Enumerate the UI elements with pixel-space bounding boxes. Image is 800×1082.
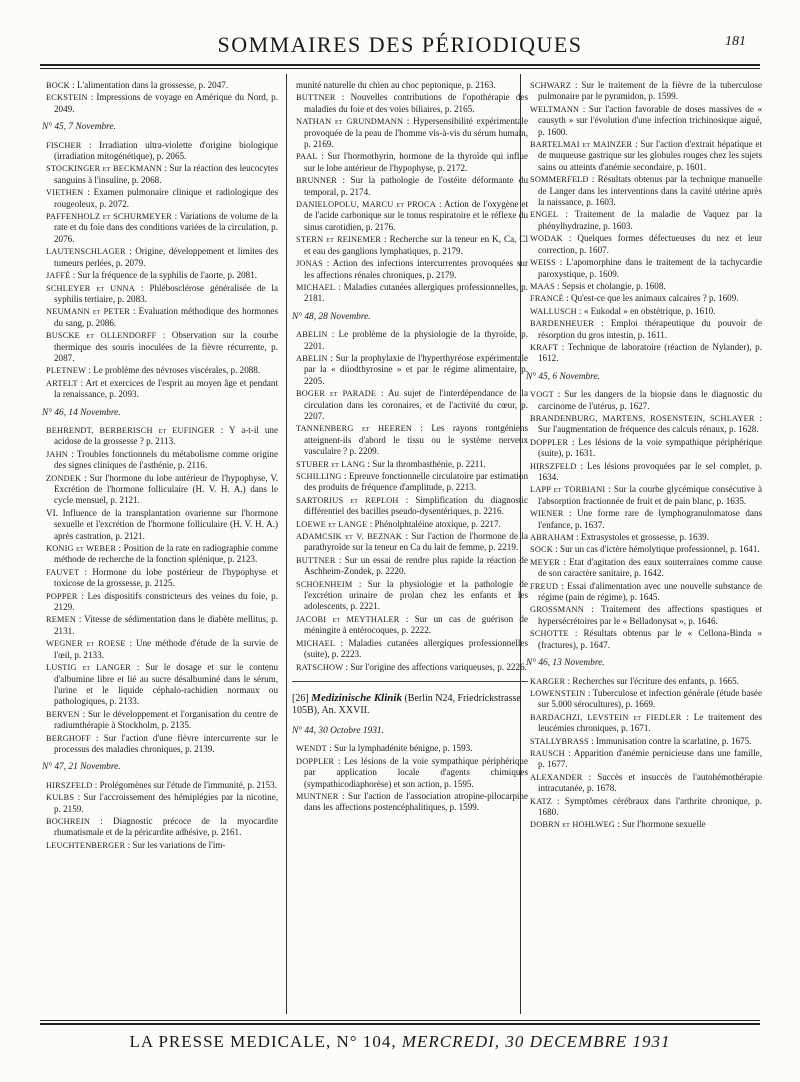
citation-author: ADAMCSIK et V. BEZNAK — [296, 532, 403, 542]
citation-author: SCHILLING — [296, 472, 342, 481]
citation-entry: BOCHREIN : Diagnostic précoce de la myocardite rhumatismale et de la péricardite adhésive, p. 2161. — [46, 815, 278, 838]
citation-author: WIENER — [530, 509, 564, 519]
issue-heading: N° 48, 28 Novembre. — [292, 311, 371, 322]
citation-title: Sur le traitement de la fièvre de la tuberculose pulmonaire par le pyramidon, p. 1599. — [538, 80, 762, 102]
issue-heading: N° 46, 14 Novembre. — [42, 407, 121, 418]
citation-entry: STUBER et LANG : Sur la thrombasthénie, p. 2211. — [296, 458, 486, 469]
citation-title: Sur l'accroissement des hémiplégies par la nicotine, p. 2159. — [54, 792, 279, 814]
journal-heading — [292, 681, 528, 718]
citation-author: BUTTNER — [296, 93, 336, 103]
citation-entry: HIRSZFELD : Prolégomènes sur l'étude de l'immunité, p. 2153. — [46, 779, 277, 790]
citation-author: HIRSZFELD — [530, 461, 577, 471]
citation-entry: BUSCKE et OLLENDORFF : Observation sur la courbe thermique des souris inoculées de la fièvre récurrente, p. 2087. — [46, 330, 279, 363]
citation-entry: WELTMANN : Sur l'action favorable de doses massives de « causyth » sur l'évolution d'une infection trichinosique aiguë, p. 1600. — [530, 103, 762, 137]
issue-heading: N° 45, 7 Novembre. — [42, 122, 116, 133]
citation-title: Sur un cas de guérison de méningite à entérocoques, p. 2222. — [304, 613, 529, 636]
citation-entry: WENDT : Sur la lymphadénite bénigne, p. 1593. — [296, 743, 473, 754]
citation-entry: KULBS : Sur l'accroissement des hémiplégies par la nicotine, p. 2159. — [46, 792, 279, 814]
citation-entry: KRAFT : Technique de laboratoire (réaction de Nylander), p. 1612. — [530, 341, 762, 364]
citation-entry: POPPER : Les dispositifs constricteurs des veines du foie, p. 2129. — [46, 590, 278, 613]
citation-entry: MAAS : Sepsis et cholangie, p. 1608. — [530, 280, 666, 291]
citation-author: BUTTNER — [296, 555, 336, 565]
citation-title: Impressions de voyage en Amérique du Nord, p. 2049. — [54, 92, 278, 114]
citation-title: Position de la rate en radiographie comme méthode de recherche de la fonction splénique, p. 2123. — [54, 543, 278, 565]
citation-title: Recherches sur l'écriture des enfants, p. 1665. — [572, 675, 739, 686]
citation-author: LEUCHTENBERGER — [46, 840, 126, 850]
journal-number: [26] — [292, 692, 309, 704]
citation-title: Le traitement des leucémies chroniques, p. 1671. — [538, 711, 763, 734]
citation-entry: STOCKINGER et BECKMANN : Sur la réaction des leucocytes sanguins à l'insuline, p. 2068. — [46, 163, 278, 185]
citation-title: Sur l'hormone du lobe antérieur de l'hypophyse, V. Excrétion de l'hormone folliculaire (H. V. H. A.) dans le cycle mensuel, p. 2121. — [54, 472, 279, 506]
citation-entry: DOBRN et HOHLWEG : Sur l'hormone sexuelle — [530, 819, 706, 830]
citation-title: Qu'est-ce que les animaux calcaires ? p. 1609. — [571, 293, 739, 304]
issue-heading: N° 46, 13 Novembre. — [526, 658, 605, 669]
citation-author: PAFFENHOLZ et SCHURMEYER — [46, 212, 172, 222]
citation-title: munité naturelle du chien au choc peptonique, p. 2163. — [296, 80, 496, 90]
citation-title: Simplification du diagnostic différentiel des bacilles pseudo-dysentériques, p. 2216. — [304, 494, 528, 517]
citation-author: KRAFT — [530, 342, 559, 352]
citation-entry: ABELIN : Le problème de la physiologie de la thyroïde, p. 2201. — [296, 329, 528, 351]
citation-entry: FRANCÉ : Qu'est-ce que les animaux calcaires ? p. 1609. — [530, 293, 739, 304]
citation-author: WALLUSCH — [530, 306, 577, 316]
citation-title: Evaluation méthodique des hormones du sang, p. 2086. — [54, 306, 279, 328]
citation-author: WODAK — [530, 234, 563, 244]
citation-title: Nouvelles contributions de l'opothérapie des maladies du foie et des voies biliaires, p. 2165. — [304, 92, 528, 114]
citation-title: Sur l'augmentation de fréquence des calculs rénaux, p. 1628. — [538, 424, 759, 435]
citation-title: Tuberculose et infection générale (étude basée sur 5.000 sérocultures), p. 1669. — [538, 687, 762, 710]
citation-author: NATHAN et GRUNDMANN — [296, 117, 404, 127]
citation-title: Sur la réaction des leucocytes sanguins à l'insuline, p. 2068. — [54, 163, 278, 185]
citation-entry: JONAS : Action des infections intercurrentes provoquées sur les affections rénales chroniques, p. 2179. — [296, 258, 529, 280]
citation-title: Variations de volume de la rate et du foie dans des conditions variées de la circulation, p. 2076. — [54, 211, 278, 244]
citation-title: Technique de laboratoire (réaction de Nylander), p. 1612. — [538, 341, 762, 364]
citation-author: BOGER et PARADE — [296, 389, 377, 399]
citation-title: Sur les variations de l'im- — [132, 839, 226, 850]
page-footer — [40, 1032, 760, 1052]
citation-entry: BRUNNER : Sur la pathologie de l'ostéite déformante du temporal, p. 2174. — [296, 175, 528, 197]
citation-title: Une méthode d'étude de la survie de l'œil, p. 2133. — [54, 638, 278, 660]
citation-title: Sur l'action de l'association atropine-pilocarpine dans les affections postencéphalitiques, p. 1599. — [304, 790, 528, 813]
citation-entry: KATZ : Symptômes cérébraux dans l'arthrite chronique, p. 1680. — [530, 795, 763, 817]
citation-author: HIRSZFELD — [46, 780, 93, 790]
citation-title: Sur les dangers de la biopsie dans le diagnostic du carcinome de l'utérus, p. 1627. — [538, 389, 762, 411]
citation-author: WEISS — [530, 258, 556, 268]
citation-author: FREUD — [530, 581, 559, 591]
citation-entry: MUNTNER : Sur l'action de l'association atropine-pilocarpine dans les affections postencéphalitiques, p. 1599. — [296, 790, 528, 813]
citation-entry: STERN et REINEMER : Recherche sur la teneur en K, Ca, Cl et eau des ganglions lymphatiques, p. 2179. — [296, 234, 529, 256]
citation-title: Résultats obtenus par le « Cellona-Binda » (fractures), p. 1647. — [538, 628, 763, 650]
citation-author: BARTELMAI et MAINZER — [530, 140, 633, 150]
page-title: SOMMAIRES DES PÉRIODIQUES — [217, 32, 583, 57]
citation-entry: DOPPLER : Les lésions de la voie sympathique périphérique par application locale d'agents chimiques (sympathicodiaphorèse) et son action, p. 1595. — [296, 755, 528, 789]
citation-author: DOBRN et HOHLWEG — [530, 820, 616, 830]
citation-author: JAHN — [46, 449, 69, 459]
citation-title: L'apomorphine dans le traitement de la tachycardie paroxystique, p. 1609. — [538, 257, 762, 279]
citation-title: Succès et insuccès de l'autohémothérapie intracutanée, p. 1678. — [538, 771, 763, 794]
citation-entry: LAPP et TORBIANI : Sur la courbe glycémique consécutive à l'absorption fractionnée de fruit et de pain blanc, p. 1635. — [530, 484, 763, 506]
citation-entry: WALLUSCH : « Eukodal » en obstétrique, p. 1610. — [530, 305, 716, 316]
issue-heading: N° 44, 30 Octobre 1931. — [292, 725, 384, 736]
citation-author: RAUSCH — [530, 748, 565, 758]
citation-title: Observation sur la courbe thermique des souris inoculées de la fièvre récurrente, p. 2087. — [54, 330, 279, 363]
citation-title: Sur l'action de l'hormone de la parathyroïde sur la teneur en Ca du lait de femme, p. 2219. — [304, 531, 528, 553]
header-rule-thick — [40, 64, 760, 66]
citation-title: Une forme rare de lymphogranulomatose dans l'enfance, p. 1637. — [538, 508, 763, 530]
citation-author: LOEWE et LANGE — [296, 519, 368, 529]
citation-title: « Eukodal » en obstétrique, p. 1610. — [583, 305, 716, 316]
citation-title: Sur la prophylaxie de l'hyperthyréose expérimentale par la « diiodthyrosine » et par le régime alimentaire, p. 2205. — [304, 352, 529, 386]
column-1 — [42, 80, 279, 1018]
citation-title: Sur l'origine des affections variqueuses, p. 2226. — [350, 661, 527, 672]
citation-title: Sur la fréquence de la syphilis de l'aorte, p. 2081. — [77, 270, 258, 281]
citation-title: Sur l'hormone sexuelle — [622, 819, 706, 830]
citation-entry: BARTELMAI et MAINZER : Sur l'action d'extrait hépatique et de muqueuse gastrique sur les globules rouges chez les sujets sains ou atteints d'anémie secondaire, p. 1601. — [530, 139, 762, 172]
citation-entry: ABELIN : Sur la prophylaxie de l'hyperthyréose expérimentale par la « diiodthyrosine » et par le régime alimentaire, p. 2205. — [296, 352, 529, 386]
citation-author: SARTORIUS et REPLOH — [296, 495, 399, 505]
citation-entry: TANNENBERG et HEEREN : Les rayons rontgéniens atteignent-ils d'abord le tissu ou le système nerveux vasculaire ? p. 2209. — [296, 423, 528, 457]
citation-title: Sur la lymphadénite bénigne, p. 1593. — [334, 743, 473, 754]
citation-title: Sepsis et cholangie, p. 1608. — [561, 280, 666, 291]
citation-entry: SOMMERFELD : Résultats obtenus par la technique manuelle de Langer dans les interventions dans la cavité utérine après la naissance, p. 1603. — [530, 174, 762, 208]
citation-title: Quelques formes défectueuses du nez et leur correction, p. 1607. — [538, 233, 762, 255]
citation-author: BOCHREIN — [46, 816, 91, 826]
citation-author: VIETHEN — [46, 188, 84, 198]
citation-title: Sur l'action d'une fièvre intercurrente sur le processus des maladies chroniques, p. 2139. — [54, 732, 278, 754]
citation-title: Apparition d'anémie pernicieuse dans une famille, p. 1677. — [538, 747, 762, 770]
header-rule-thin — [40, 68, 760, 69]
citation-entry: MEYER : Etat d'agitation des eaux souterraines comme cause de son caractère sanitaire, p. 1642. — [530, 556, 762, 579]
citation-author: RATSCHOW — [296, 662, 344, 672]
citation-entry: BOCK : L'alimentation dans la grossesse, p. 2047. — [46, 80, 229, 90]
citation-entry: WEISS : L'apomorphine dans le traitement de la tachycardie paroxystique, p. 1609. — [530, 257, 762, 279]
citation-author: KULBS — [46, 793, 75, 803]
citation-title: Recherche sur la teneur en K, Ca, Cl et eau des ganglions lymphatiques, p. 2179. — [304, 234, 529, 256]
citation-author: STERN et REINEMER — [296, 235, 382, 245]
citation-title: Art et exercices de l'esprit au moyen âge et pendant la renaissance, p. 2093. — [54, 377, 278, 400]
citation-author: LOWENSTEIN — [530, 688, 586, 698]
citation-author: SCHOTTE — [530, 629, 569, 639]
citation-title: Sur la courbe glycémique consécutive à l'absorption fractionnée de fruit et de pain blanc, p. 1635. — [538, 484, 763, 506]
citation-entry: ECKSTEIN : Impressions de voyage en Amérique du Nord, p. 2049. — [46, 92, 278, 114]
citation-entry: RAUSCH : Apparition d'anémie pernicieuse dans une famille, p. 1677. — [530, 747, 762, 770]
citation-entry: PLETNEW : Le problème des névroses viscérales, p. 2088. — [46, 365, 261, 376]
citation-entry: BUTTNER : Sur un essai de rendre plus rapide la réaction de Aschheim-Zondek, p. 2220. — [296, 554, 528, 577]
citation-author: ENGEL — [530, 210, 559, 220]
citation-entry: KONIG et WEBER : Position de la rate en radiographie comme méthode de recherche de la fonction splénique, p. 2123. — [46, 543, 278, 565]
citation-title: Le problème de la physiologie de la thyroïde, p. 2201. — [304, 329, 528, 351]
citation-author: ALEXANDER — [530, 772, 583, 782]
citation-author: WEGNER et ROESE — [46, 639, 126, 649]
citation-entry: GROSSMANN : Traitement des affections spastiques et hypersécrétoires par le « Belladonysat », p. 1646. — [530, 604, 762, 626]
citation-title: Sur l'action favorable de doses massives de « causyth » sur l'évolution d'une infection trichinosique aiguë, p. 1600. — [538, 103, 762, 137]
citation-author: TANNENBERG et HEEREN — [296, 424, 413, 434]
citation-title: Sur l'hormothyrin, hormone de la thyroïde qui influe sur le lobe antérieur de l'hypophyse, p. 2172. — [304, 151, 529, 173]
citation-entry: JAHN : Troubles fonctionnels du métabolisme comme origine des signes cliniques de l'asthénie, p. 2116. — [46, 448, 278, 471]
citation-title: Les dispositifs constricteurs des veines du foie, p. 2129. — [54, 590, 278, 613]
citation-author: SOCK — [530, 545, 553, 555]
citation-author: BRUNNER — [296, 176, 338, 186]
citation-entry: SOCK : Sur un cas d'ictère hémolytique professionnel, p. 1641. — [530, 544, 760, 555]
citation-title: Hormone du lobe postérieur de l'hypophyse et toxicose de la grossesse, p. 2125. — [54, 566, 278, 589]
citation-author: BARDENHEUER — [530, 319, 594, 329]
page-header — [40, 22, 760, 66]
citation-title: Le problème des névroses viscérales, p. 2088. — [93, 365, 261, 376]
citation-entry: BUTTNER : Nouvelles contributions de l'opothérapie des maladies du foie et des voies biliaires, p. 2165. — [296, 92, 528, 114]
citation-entry — [46, 508, 278, 542]
citation-author: MUNTNER — [296, 791, 339, 801]
footer-day: MERCREDI, — [401, 1032, 501, 1051]
journal-details: (Berlin N24, Friedrickstrasse 105B), An. XXVII. — [292, 692, 521, 717]
citation-title: Prolégomènes sur l'étude de l'immunité, p. 2153. — [99, 779, 277, 790]
citation-author: JONAS — [296, 259, 323, 269]
citation-entry: SCHOENHEIM : Sur la physiologie et la pathologie de l'excrétion urinaire de prolan chez les enfants et les adolescents, p. 2221. — [296, 578, 528, 612]
footer-journal: LA PRESSE MEDICALE, — [129, 1032, 332, 1051]
citation-title: Traitement de la maladie de Vaquez par la phénylhydrazine, p. 1603. — [538, 209, 762, 231]
citation-author: DANIELOPOLU, MARCU et PROCA — [296, 200, 436, 210]
citation-title: Maladies cutanées allergiques professionnelles (suite), p. 2223. — [304, 637, 528, 660]
citation-author: DOPPLER — [296, 756, 335, 766]
citation-author: WELTMANN — [530, 104, 580, 114]
citation-entry: ADAMCSIK et V. BEZNAK : Sur l'action de l'hormone de la parathyroïde sur la teneur en Ca du lait de femme, p. 2219. — [296, 531, 528, 553]
citation-author: BARDACHZI, LEVSTEIN et FIEDLER — [530, 712, 682, 722]
citation-entry: BEHRENDT, BERBERISCH et EUFINGER : Y a-t-il une acidose de la grossesse ? p. 2113. — [46, 424, 278, 447]
citation-entry: BARDACHZI, LEVSTEIN et FIEDLER : Le traitement des leucémies chroniques, p. 1671. — [530, 711, 763, 734]
citation-author: BRANDENBURG, MARTENS, ROSENSTEIN, SCHLAYER — [530, 413, 755, 423]
citation-author: STALLYBRASS — [530, 736, 589, 746]
citation-entry: KARGER : Recherches sur l'écriture des enfants, p. 1665. — [530, 675, 739, 686]
citation-author: VOGT — [530, 390, 554, 400]
citation-entry: ENGEL : Traitement de la maladie de Vaquez par la phénylhydrazine, p. 1603. — [530, 209, 762, 231]
citation-author: ARTELT — [46, 378, 78, 388]
citation-entry: DOPPLER : Les lésions de la voie sympathique périphérique (suite), p. 1631. — [530, 436, 762, 459]
citation-entry: VOGT : Sur les dangers de la biopsie dans le diagnostic du carcinome de l'utérus, p. 1627. — [530, 389, 762, 411]
citation-entry: BOGER et PARADE : Au sujet de l'interdépendance de la circulation dans les coronaires, et de l'activité du cœur, p. 2207. — [296, 388, 529, 421]
citation-entry: PAFFENHOLZ et SCHURMEYER : Variations de volume de la rate et du foie dans des conditions variées de la circulation, p. 2076. — [46, 211, 278, 244]
citation-entry: WIENER : Une forme rare de lymphogranulomatose dans l'enfance, p. 1637. — [530, 508, 763, 530]
citation-entry: BERVEN : Sur le développement et l'organisation du centre de radiumthérapie à Stockholm, p. 2135. — [46, 708, 278, 731]
citation-entry: PAAL : Sur l'hormothyrin, hormone de la thyroïde qui influe sur le lobe antérieur de l'hypophyse, p. 2172. — [296, 151, 529, 173]
citation-author: MICHAEL — [296, 282, 336, 292]
citation-entry: JAFFÉ : Sur la fréquence de la syphilis de l'aorte, p. 2081. — [46, 270, 258, 281]
citation-entry: LOWENSTEIN : Tuberculose et infection générale (étude basée sur 5.000 sérocultures), p. 1669. — [530, 687, 762, 710]
citation-author: PLETNEW — [46, 366, 87, 376]
page-number: 181 — [725, 34, 746, 49]
citation-entry: WEGNER et ROESE : Une méthode d'étude de la survie de l'œil, p. 2133. — [46, 638, 278, 660]
citation-author: FAUVET — [46, 567, 80, 577]
citation-entry: FREUD : Essai d'alimentation avec une nouvelle substance de régime (pain de régime), p. 1645. — [530, 580, 762, 603]
citation-title: Phénolphtaléine atoxique, p. 2217. — [374, 518, 501, 529]
citation-title: Traitement des affections spastiques et hypersécrétoires par le « Belladonysat », p. 1646. — [538, 604, 762, 626]
citation-title: Etat d'agitation des eaux souterraines comme cause de son caractère sanitaire, p. 1642. — [538, 556, 762, 579]
citation-entry: RATSCHOW : Sur l'origine des affections variqueuses, p. 2226. — [296, 661, 527, 672]
citation-author: JACOBI et MEYTHALER — [296, 614, 400, 624]
citation-title: Maladies cutanées allergiques professionnelles, p. 2181. — [304, 281, 529, 304]
citation-entry: SCHLEYER et UNNA : Phlébosclérose généralisée de la syphilis tertiaire, p. 2083. — [46, 282, 278, 304]
citation-entry: ALEXANDER : Succès et insuccès de l'autohémothérapie intracutanée, p. 1678. — [530, 771, 763, 794]
citation-entry: HIRSZFELD : Les lésions provoquées par le sel complet, p. 1634. — [530, 460, 763, 482]
citation-author: BUSCKE et OLLENDORFF — [46, 331, 157, 341]
citation-entry: DANIELOPOLU, MARCU et PROCA : Action de l'oxygène et de l'acide carbonique sur le tonus respiratoire et le réflexe du sinus carotidien, p. 2176. — [296, 199, 528, 232]
citation-title: Les lésions de la voie sympathique périphérique par application locale d'agents chimiques (sympathicodiaphorèse) et son action, p. 1595. — [304, 755, 528, 789]
citation-author: SCHLEYER et UNNA — [46, 283, 135, 293]
citation-title: Sur la physiologie et la pathologie de l'excrétion urinaire de prolan chez les enfants et les adolescents, p. 2221. — [304, 578, 528, 612]
citation-entry: ABRAHAM : Extrasystoles et grossesse, p. 1639. — [530, 532, 709, 543]
citation-title: Examen pulmonaire clinique et radiologique des rougeoleux, p. 2072. — [54, 187, 278, 209]
column-2 — [292, 80, 529, 1018]
citation-author: LUSTIG et LANGER — [46, 663, 132, 673]
citation-title: Sur l'action d'extrait hépatique et de muqueuse gastrique sur les globules rouges chez les sujets sains ou atteints d'anémie secondaire, p. 1601. — [538, 139, 762, 172]
citation-author: ZONDEK — [46, 473, 82, 483]
citation-author: WENDT — [296, 744, 327, 754]
citation-entry: SCHILLING : Epreuve fonctionnelle circulatoire par estimation des produits de fréquence d'amplitude, p. 2213. — [296, 471, 529, 493]
citation-author: POPPER — [46, 591, 78, 601]
citation-entry: NEUMANN et PETER : Evaluation méthodique des hormones du sang, p. 2086. — [46, 306, 279, 328]
citation-title: Sur le développement et l'organisation du centre de radiumthérapie à Stockholm, p. 2135. — [54, 708, 278, 731]
citation-title: Les rayons rontgéniens atteignent-ils d'abord le tissu ou le système nerveux vasculaire ? p. 2209. — [304, 423, 528, 457]
citation-author: KONIG et WEBER — [46, 544, 117, 554]
citation-entry: VIETHEN : Examen pulmonaire clinique et radiologique des rougeoleux, p. 2072. — [46, 187, 278, 209]
citation-entry: SCHWARZ : Sur le traitement de la fièvre de la tuberculose pulmonaire par le pyramidon, p. 1599. — [530, 80, 762, 102]
citation-author: MICHAEL — [296, 638, 336, 648]
citation-author: SCHOENHEIM — [296, 579, 353, 589]
citation-title: Les lésions provoquées par le sel complet, p. 1634. — [538, 460, 763, 482]
citation-entry: LOEWE et LANGE : Phénolphtaléine atoxique, p. 2217. — [296, 518, 501, 529]
footer-issue: N° 104, — [336, 1032, 397, 1051]
citation-entry: REMEN : Vitesse de sédimentation dans le diabète mellitus, p. 2131. — [46, 614, 278, 636]
citation-title: Emploi thérapeutique du pouvoir de résorption du gros intestin, p. 1611. — [538, 318, 762, 340]
citation-author: FRANCÉ — [530, 294, 564, 304]
citation-author: SCHWARZ — [530, 81, 572, 90]
footer-date: 30 DECEMBRE 1931 — [505, 1032, 671, 1051]
citation-author: SOMMERFELD — [530, 175, 589, 185]
citation-title: L'alimentation dans la grossesse, p. 2047. — [76, 80, 229, 90]
citation-author: KATZ — [530, 796, 552, 806]
citation-entry: BRANDENBURG, MARTENS, ROSENSTEIN, SCHLAYER : Sur l'augmentation de fréquence des calculs rénaux, p. 1628. — [530, 412, 762, 435]
citation-author: MAAS — [530, 281, 555, 291]
citation-author: BERGHOFF — [46, 733, 91, 743]
citation-title: Sur la thrombasthénie, p. 2211. — [372, 458, 486, 469]
citation-title: Origine, développement et limites des tumeurs perlées, p. 2079. — [54, 246, 279, 268]
citation-title: Y a-t-il une acidose de la grossesse ? p. 2113. — [54, 424, 278, 447]
citation-entry: BERGHOFF : Sur l'action d'une fièvre intercurrente sur le processus des maladies chroniques, p. 2139. — [46, 732, 278, 754]
citation-title: Extrasystoles et grossesse, p. 1639. — [580, 532, 709, 543]
citation-title: Troubles fonctionnels du métabolisme comme origine des signes cliniques de l'asthénie, p. 2116. — [54, 448, 278, 471]
citation-author: JAFFÉ — [46, 271, 71, 281]
citation-entry: FISCHER : Irradiation ultra-violette d'origine biologique (irradiation mitogénétique), p. 2065. — [46, 139, 278, 162]
footer-rule-thin — [40, 1020, 760, 1021]
citation-author: BOCK — [46, 81, 70, 90]
citation-entry — [296, 80, 528, 91]
citation-author: ABELIN — [296, 353, 328, 363]
citation-title: Diagnostic précoce de la myocardite rhumatismale et de la péricardite adhésive, p. 2161. — [54, 815, 278, 838]
citation-entry: STALLYBRASS : Immunisation contre la scarlatine, p. 1675. — [530, 735, 752, 746]
citation-title: Sur un cas d'ictère hémolytique professionnel, p. 1641. — [560, 544, 760, 555]
citation-author: FISCHER — [46, 140, 82, 150]
citation-entry: ARTELT : Art et exercices de l'esprit au moyen âge et pendant la renaissance, p. 2093. — [46, 377, 278, 400]
citation-title: Phlébosclérose généralisée de la syphilis tertiaire, p. 2083. — [54, 282, 278, 304]
citation-author: BEHRENDT, BERBERISCH et EUFINGER — [46, 425, 215, 435]
citation-author: REMEN — [46, 615, 77, 625]
citation-author: LAUTENSCHLAGER — [46, 247, 126, 257]
column-3 — [526, 80, 763, 1018]
citation-entry: MICHAEL : Maladies cutanées allergiques professionnelles, p. 2181. — [296, 281, 529, 304]
citation-title: Sur le dosage et sur le contenu d'albumine libre et lié au sucre désalbuminé dans le sérum, l'urine et le liquide céphalo-rachidien normaux ou pathologiques, p. 2133. — [54, 662, 278, 707]
citation-entry: WODAK : Quelques formes défectueuses du nez et leur correction, p. 1607. — [530, 233, 762, 255]
citation-author: BERVEN — [46, 709, 80, 719]
citation-entry: LUSTIG et LANGER : Sur le dosage et sur le contenu d'albumine libre et lié au sucre désalbuminé dans le sérum, l'urine et le liquide céphalo-rachidien normaux ou pathologiques, p. 2133. — [46, 662, 278, 707]
citation-title: Les lésions de la voie sympathique périphérique (suite), p. 1631. — [538, 436, 762, 459]
citation-title: Epreuve fonctionnelle circulatoire par estimation des produits de fréquence d'amplitude, p. 2213. — [304, 471, 529, 493]
citation-author: STUBER et LANG — [296, 459, 366, 469]
citation-title: Résultats obtenus par la technique manuelle de Langer dans les interventions dans la cavité utérine après la naissance, p. 1603. — [538, 174, 762, 208]
citation-title: Action des infections intercurrentes provoquées sur les affections rénales chroniques, p. 2179. — [304, 258, 529, 280]
citation-author: KARGER — [530, 676, 566, 686]
citation-author: ABRAHAM — [530, 533, 574, 543]
citation-author: STOCKINGER et BECKMANN — [46, 164, 163, 174]
citation-title: Irradiation ultra-violette d'origine biologique (irradiation mitogénétique), p. 2065. — [54, 139, 278, 162]
citation-title: VI. Influence de la transplantation ovarienne sur l'hormone sexuelle et l'excrétion de l'hormone folliculaire (H. V. H. A.) après castration, p. 2121. — [46, 507, 278, 541]
citation-author: DOPPLER — [530, 437, 569, 447]
citation-entry: FAUVET : Hormone du lobe postérieur de l'hypophyse et toxicose de la grossesse, p. 2125. — [46, 566, 278, 589]
citation-title: Symptômes cérébraux dans l'arthrite chronique, p. 1680. — [538, 795, 763, 817]
citation-entry: NATHAN et GRUNDMANN : Hypersensibilité expérimentale provoquée de la peau de l'homme vis-à-vis du sérum humain, p. 2169. — [296, 116, 528, 150]
citation-author: GROSSMANN — [530, 605, 584, 615]
footer-rule-thick — [40, 1023, 760, 1025]
citation-title: Action de l'oxygène et de l'acide carbonique sur le tonus respiratoire et le réflexe du sinus carotidien, p. 2176. — [304, 199, 528, 232]
citation-title: Essai d'alimentation avec une nouvelle substance de régime (pain de régime), p. 1645. — [538, 580, 762, 603]
citation-author: NEUMANN et PETER — [46, 307, 130, 317]
citation-entry: BARDENHEUER : Emploi thérapeutique du pouvoir de résorption du gros intestin, p. 1611. — [530, 318, 762, 340]
issue-heading: N° 45, 6 Novembre. — [526, 371, 600, 382]
citation-entry: SARTORIUS et REPLOH : Simplification du diagnostic différentiel des bacilles pseudo-dysentériques, p. 2216. — [296, 494, 528, 517]
citation-entry: LEUCHTENBERGER : Sur les variations de l'im- — [46, 839, 226, 850]
citation-title: Hypersensibilité expérimentale provoquée de la peau de l'homme vis-à-vis du sérum humain, p. 2169. — [304, 116, 528, 150]
citation-entry: LAUTENSCHLAGER : Origine, développement et limites des tumeurs perlées, p. 2079. — [46, 246, 279, 268]
citation-entry: MICHAEL : Maladies cutanées allergiques professionnelles (suite), p. 2223. — [296, 637, 528, 660]
citation-entry: JACOBI et MEYTHALER : Sur un cas de guérison de méningite à entérocoques, p. 2222. — [296, 613, 529, 636]
citation-title: Sur un essai de rendre plus rapide la réaction de Aschheim-Zondek, p. 2220. — [304, 554, 528, 577]
citation-title: Au sujet de l'interdépendance de la circulation dans les coronaires, et de l'activité du cœur, p. 2207. — [304, 388, 529, 421]
column-divider — [286, 74, 287, 1014]
citation-title: Vitesse de sédimentation dans le diabète mellitus, p. 2131. — [54, 614, 278, 636]
citation-author: ABELIN — [296, 330, 328, 340]
citation-author: LAPP et TORBIANI — [530, 485, 606, 495]
issue-heading: N° 47, 21 Novembre. — [42, 762, 121, 773]
citation-entry: SCHOTTE : Résultats obtenus par le « Cellona-Binda » (fractures), p. 1647. — [530, 628, 763, 650]
citation-author: MEYER — [530, 557, 561, 567]
citation-entry: ZONDEK : Sur l'hormone du lobe antérieur de l'hypophyse, V. Excrétion de l'hormone folliculaire (H. V. H. A.) dans le cycle mensuel, p. 2121. — [46, 472, 279, 506]
journal-name: Medizinische Klinik — [311, 691, 402, 704]
citation-author: ECKSTEIN — [46, 93, 88, 103]
citation-title: Immunisation contre la scarlatine, p. 1675. — [595, 735, 752, 746]
citation-author: PAAL — [296, 152, 318, 162]
citation-title: Sur la pathologie de l'ostéite déformante du temporal, p. 2174. — [304, 175, 528, 197]
